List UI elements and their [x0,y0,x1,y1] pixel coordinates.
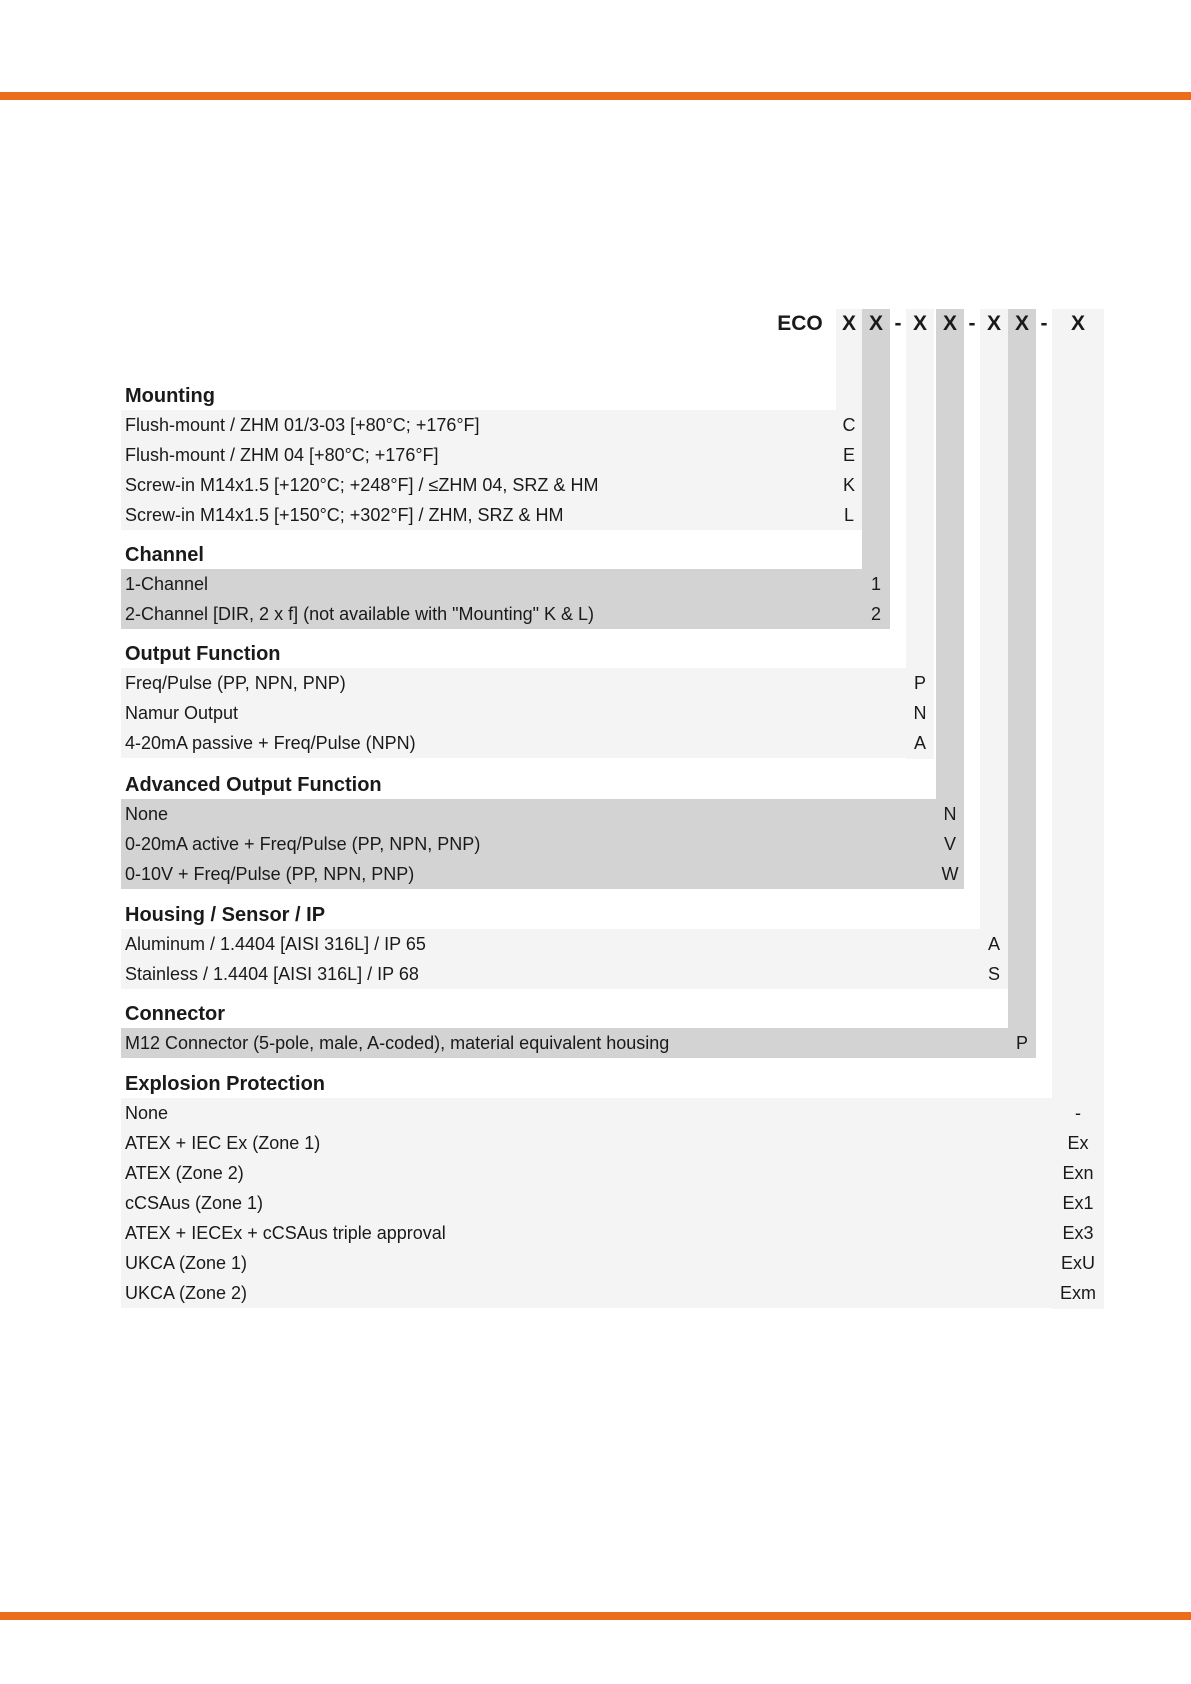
option-code: L [843,505,854,525]
option-label: Flush-mount / ZHM 04 [+80°C; +176°F] [125,445,439,465]
option-row [121,929,1008,959]
option-label: 2-Channel [DIR, 2 x f] (not available with "Mounting" K & L) [125,604,595,624]
option-row [121,1128,1104,1158]
section-output-function [121,668,934,758]
option-label: M12 Connector (5-pole, male, A-coded), material equivalent housing [125,1033,670,1053]
option-code: W [941,864,959,884]
option-label: 1-Channel [125,574,209,594]
order-code-header [0,307,1191,341]
code-symbol: X [942,312,957,335]
option-row [121,470,862,500]
option-label: None [125,1103,169,1123]
option-code: Ex3 [1062,1223,1094,1243]
option-code: ExU [1060,1253,1095,1273]
option-row [121,500,862,530]
option-label: Freq/Pulse (PP, NPN, PNP) [125,673,346,693]
option-code: C [842,415,856,435]
option-row [121,668,934,698]
option-label: 0-10V + Freq/Pulse (PP, NPN, PNP) [125,864,415,884]
option-label: Aluminum / 1.4404 [AISI 316L] / IP 65 [125,934,426,954]
option-code: 1 [870,574,881,594]
option-code: P [1015,1033,1028,1053]
option-row [121,1098,1104,1128]
option-code: 2 [870,604,881,624]
section-advanced-output [121,799,964,889]
section-title-explosion-protection: Explosion Protection [125,1073,326,1095]
option-label: 0-20mA active + Freq/Pulse (PP, NPN, PNP) [125,834,481,854]
option-code: S [987,964,1000,984]
column-band-connector [1008,309,1036,1058]
code-prefix: ECO [777,312,823,335]
option-code: E [842,445,855,465]
option-label: Flush-mount / ZHM 01/3-03 [+80°C; +176°F] [125,415,480,435]
option-label: ATEX (Zone 2) [125,1163,244,1183]
option-label: Screw-in M14x1.5 [+150°C; +302°F] / ZHM, SRZ & HM [125,505,564,525]
option-row [121,1248,1104,1278]
section-connector [121,1028,1036,1058]
option-label: Namur Output [125,703,239,723]
section-explosion-protection [121,1098,1104,1308]
section-title-housing: Housing / Sensor / IP [125,904,326,926]
option-row [121,1188,1104,1218]
option-label: UKCA (Zone 2) [125,1283,248,1303]
option-code: Ex [1067,1133,1089,1153]
section-title-advanced-output: Advanced Output Function [125,774,382,796]
bottom-accent-bar [0,1612,1191,1620]
option-row [121,799,964,829]
option-row [121,1278,1104,1308]
option-label: 4-20mA passive + Freq/Pulse (NPN) [125,733,416,753]
option-label: None [125,804,169,824]
section-channel [121,569,890,629]
code-symbol: X [986,312,1001,335]
option-code: A [913,733,926,753]
option-row [121,829,964,859]
code-separator: - [1040,312,1048,335]
code-symbol: X [868,312,883,335]
code-symbol: X [1014,312,1029,335]
section-title-channel: Channel [125,544,204,566]
option-code: Exm [1060,1283,1096,1303]
option-label: Screw-in M14x1.5 [+120°C; +248°F] / ≤ZHM 04, SRZ & HM [125,475,599,495]
section-title-output-function: Output Function [125,643,281,665]
code-symbol: X [1070,312,1085,335]
column-band-housing [980,309,1008,989]
option-row [121,410,862,440]
option-row [121,440,862,470]
option-code: Ex1 [1062,1193,1094,1213]
option-label: UKCA (Zone 1) [125,1253,248,1273]
option-row [121,698,934,728]
option-label: cCSAus (Zone 1) [125,1193,264,1213]
option-row [121,959,1008,989]
option-label: ATEX + IEC Ex (Zone 1) [125,1133,321,1153]
section-title-connector: Connector [125,1003,225,1025]
code-symbol: X [912,312,927,335]
option-row [121,569,890,599]
option-code: P [913,673,926,693]
option-row [121,599,890,629]
code-separator: - [968,312,976,335]
option-code: Exn [1062,1163,1094,1183]
option-code: K [842,475,855,495]
section-housing [121,929,1008,989]
code-separator: - [894,312,902,335]
option-row [121,728,934,758]
top-accent-bar [0,92,1191,100]
section-title-mounting: Mounting [125,385,215,407]
option-row [121,1158,1104,1188]
option-code: V [943,834,956,854]
option-code: N [913,703,927,723]
option-row [121,1218,1104,1248]
code-symbol: X [841,312,856,335]
section-mounting [121,410,862,530]
option-code: - [1075,1103,1081,1123]
option-row [121,859,964,889]
option-label: ATEX + IECEx + cCSAus triple approval [125,1223,446,1243]
option-row [121,1028,1036,1058]
option-code: A [987,934,1000,954]
option-code: N [943,804,957,824]
option-label: Stainless / 1.4404 [AISI 316L] / IP 68 [125,964,419,984]
